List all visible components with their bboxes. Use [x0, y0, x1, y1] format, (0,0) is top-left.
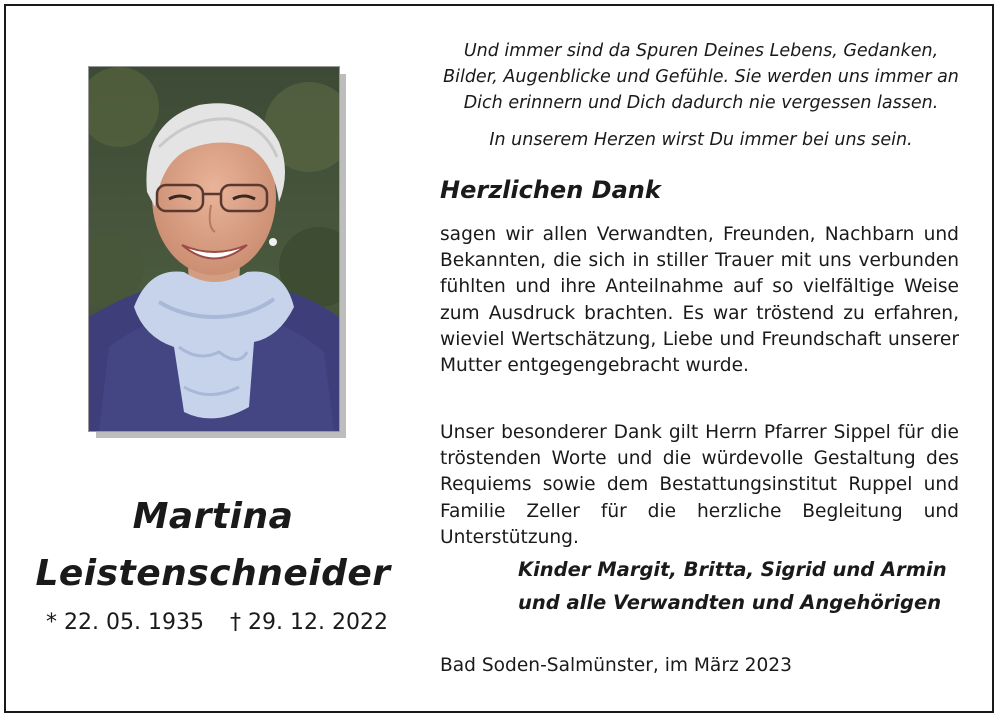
memorial-quote: Und immer sind da Spuren Deines Lebens, Gedanken, Bilder, Augenblicke und Gefühle. Sie werden uns immer an Dich erinnern und Dich dadurch nie vergessen lassen.: [443, 41, 959, 113]
place-and-date: Bad Soden-Salmünster, im März 2023: [440, 655, 792, 676]
memorial-quote-closing: In unserem Herzen wirst Du immer bei uns sein.: [489, 130, 913, 150]
deceased-last-name: Leistenschneider: [35, 553, 391, 594]
signature-line-1: Kinder Margit, Britta, Sigrid und Armin: [518, 558, 947, 581]
signature-line-2: und alle Verwandten und Angehörigen: [518, 591, 942, 614]
deceased-first-name: Martina: [132, 496, 294, 537]
thanks-paragraph-2: Unser besonderer Dank gilt Herrn Pfarrer Sippel für die tröstenden Worte und die würdevolle Gestaltung des Requiems sowie dem Bestattungsinstitut Ruppel und Familie Zeller für die herzliche Begleitung und Unterstützung.: [440, 422, 959, 548]
thanks-paragraph-1: sagen wir allen Verwandten, Freunden, Nachbarn und Bekannten, die sich in stiller Trauer mit uns verbunden fühlten und ihre Anteilnahme auf so vielfältige Weise zum Ausdruck brachten. Es war tröstend zu erfahren, wieviel Wertschätzung, Liebe und Freundschaft unserer Mutter entgegengebracht wurde.: [440, 224, 959, 377]
portrait-photo: [88, 66, 340, 432]
death-date: † 29. 12. 2022: [230, 610, 388, 635]
birth-date: * 22. 05. 1935: [46, 610, 204, 635]
thanks-heading: Herzlichen Dank: [440, 176, 661, 204]
